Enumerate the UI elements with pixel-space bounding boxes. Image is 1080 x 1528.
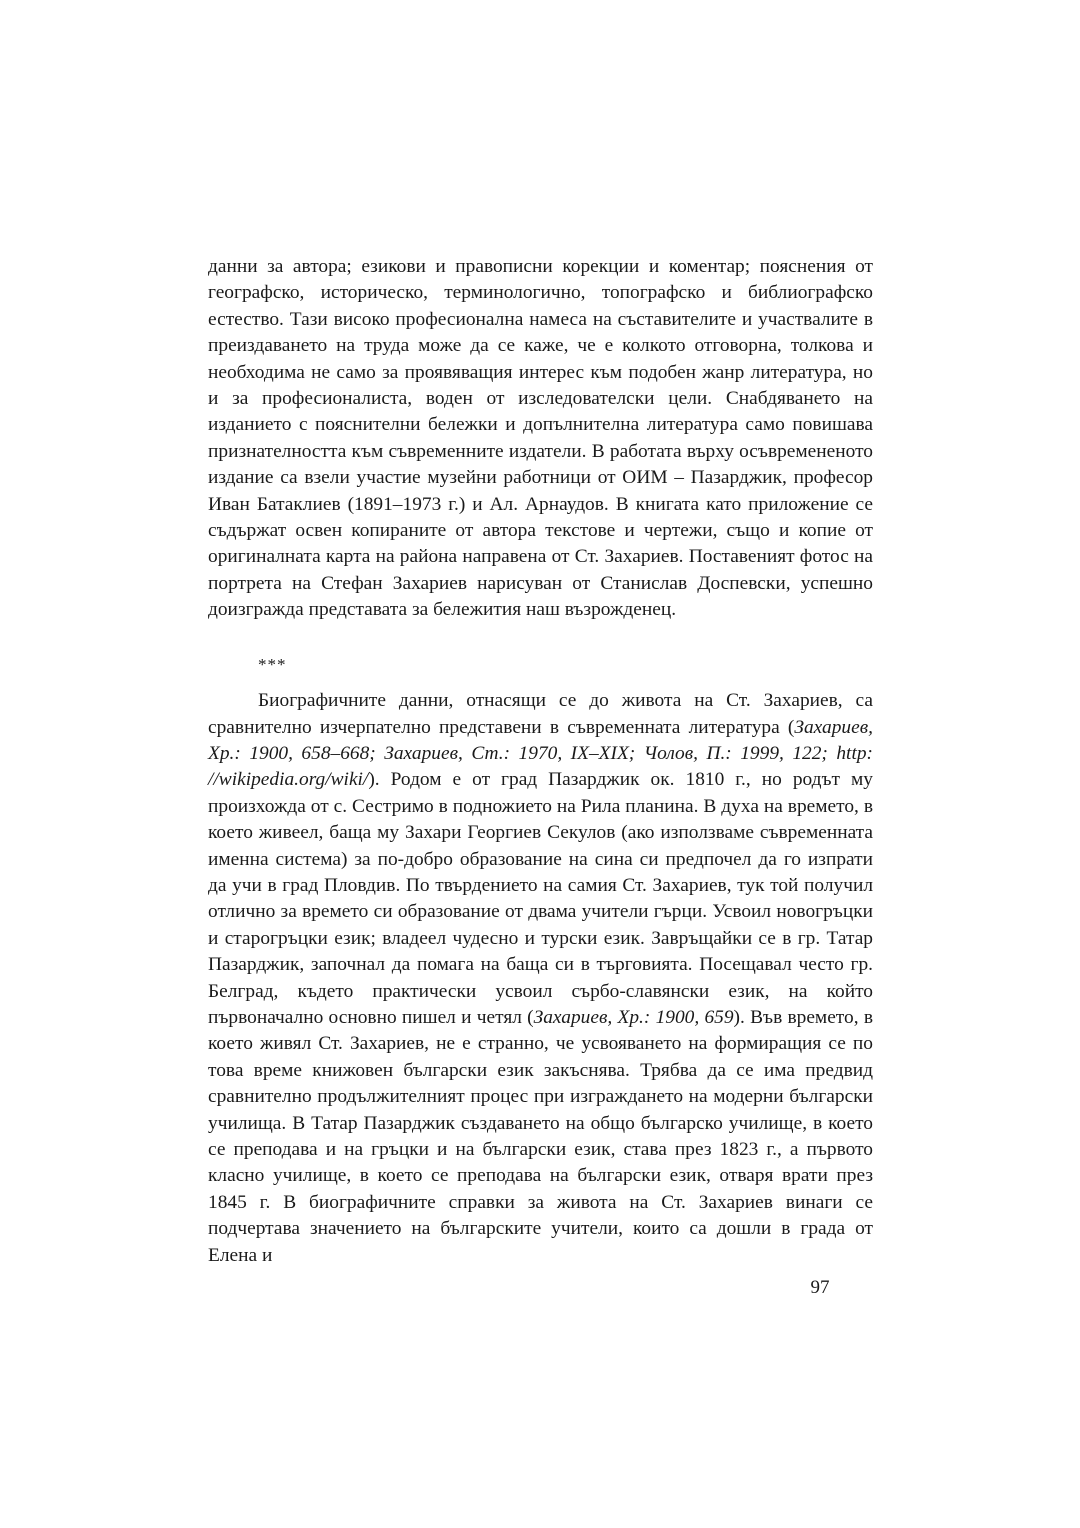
paragraph-text: Биографичните данни, отнасящи се до живота на Ст. Захариев, са сравнително изчерпателно представени в съвременната литература ( [208, 690, 873, 738]
citation-italic: Захариев, Хр.: 1900, 659 [533, 1006, 734, 1028]
paragraph-text: ). Родом е от град Пазарджик ок. 1810 г., но родът му произхожда от с. Сестримо в подножието на Рила планина. В духа на времето, в което живеел, баща му Захари Георгиев Секулов (ако използваме съвременната именна система) за по-добро образование на сина си предпочел да го изпрати да учи в град Пловдив. По твърдението на самия Ст. Захариев, тук той получил отлично за времето си образование от двама учители гърци. Усвоил новогръцки и старогръцки език; владеел чудесно и турски език. Завръщайки се в гр. Татар Пазарджик, започнал да помага на баща си в търговията. Посещавал често гр. Белград, където практически усвоил сърбо-славянски език, на който първоначално основно пишел и четял ( [208, 769, 873, 1028]
paragraph-biography [208, 688, 873, 1269]
paragraph-text: ). Във времето, в което живял Ст. Захариев, не е странно, че усвояването на формиращия се по това време книжовен български език закъснява. Трябва да се има предвид сравнително продължителният процес при изграждането на модерни български училища. В Татар Пазарджик създаването на общо българско училище, в което се преподава и на гръцки и на български език, става през 1823 г., а първото класно училище, в което се преподава на български език, отваря врати през 1845 г. В биографичните справки за живота на Ст. Захариев винаги се подчертава значението на българските учители, които са дошли в града от Елена и [208, 1006, 873, 1266]
section-separator: *** [258, 654, 287, 674]
citation-italic: Захариев, Хр.: 1900, 658–668; Захариев, Ст.: 1970, IX–XIX; Чолов, П.: 1999, 122; http: //wikipedia.org/wiki/ [208, 716, 873, 791]
paragraph-continuation: данни за автора; езикови и правописни корекции и коментар; пояснения от географско, историческо, терминологично, топографско и библиографско естество. Тази високо професионална намеса на съставителите и участвалите в преиздаването на труда може да се каже, че е колкото отговорна, толкова и необходима не само за проявяващия интерес към подобен жанр литература, но и за професионалиста, воден от изследователски цели. Снабдяването на изданието с пояснителни бележки и допълнителна литература само повишава признателността към съвременните издатели. В работата върху осъвремененото издание са взели участие музейни работници от ОИМ – Пазарджик, професор Иван Батаклиев (1891–1973 г.) и Ал. Арнаудов. В книгата като приложение се съдържат освен копираните от автора текстове и чертежи, също и копие от оригиналната карта на района направена от Ст. Захариев. Поставеният фотос на портрета на Стефан Захариев нарисуван от Станислав Доспевски, успешно доизгражда представата за бележития наш възрожденец. [208, 256, 873, 621]
page-number: 97 [810, 1277, 830, 1298]
page-body [208, 254, 873, 1269]
